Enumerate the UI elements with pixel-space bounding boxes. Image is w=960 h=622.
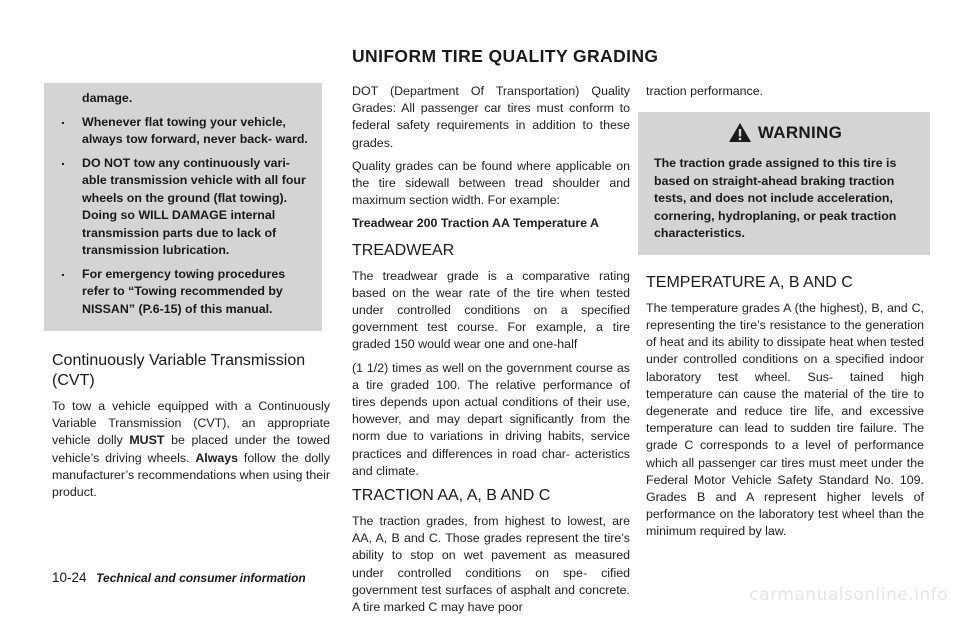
page-footer xyxy=(52,570,306,585)
warning-continuation-box xyxy=(44,83,322,331)
warning-list xyxy=(54,90,312,318)
grade-example: Treadwear 200 Traction AA Temperature A xyxy=(352,216,599,231)
warning-box xyxy=(638,112,930,255)
warning-header xyxy=(654,122,916,143)
cvt-heading: Continuously Variable Transmission (CVT) xyxy=(52,352,306,389)
cvt-paragraph: To tow a vehicle equipped with a Continuously Variable Transmission (CVT), an appropriate vehicle dolly MUST be placed under the towed vehicle’s driving wheels. Always follow the dolly manufacturer’s recommendations when using their product. xyxy=(52,399,330,500)
traction-heading: TRACTION AA, A, B AND C xyxy=(352,487,551,505)
warning-item: . For emergency towing procedures refer to “Towing recommended by NISSAN” (P.6-15) of this manual. xyxy=(54,266,312,319)
warning-item: . DO NOT tow any continuously vari- able transmission vehicle with all four wheels on the ground (flat towing). Doing so WILL DAMAGE internal transmission parts due to lack of transmission lubrication. xyxy=(54,155,312,260)
treadwear-paragraph: (1 1/2) times as well on the government course as a tire graded 100. The relative performance of tires depends upon actual conditions of their use, however, and may depart significantly from the norm due to variations in driving habits, service practices and differences in road char- acteristics and climate. xyxy=(352,360,630,478)
warning-text: The traction grade assigned to this tire is based on straight-ahead braking traction tests, and does not include acceleration, cornering, hydroplaning, or peak traction characteristics. xyxy=(654,156,897,241)
page-title: UNIFORM TIRE QUALITY GRADING xyxy=(352,46,659,66)
traction-paragraph: The traction grades, from highest to lowest, are AA, A, B and C. Those grades represent the tire’s ability to stop on wet pavement as measured under controlled conditions on spe- cified government test surfaces of asphalt and concrete. A tire marked C may have poor xyxy=(352,514,630,615)
temperature-paragraph: The temperature grades A (the highest), B, and C, representing the tire’s resistance to the generation of heat and its ability to dissipate heat when tested under controlled conditions on a specified indoor laboratory test wheel. Sus- tained high temperature can cause the material of the tire to degenerate and reduce tire life, and excessive temperature can lead to sudden tire failure. The grade C corresponds to a level of performance which all passenger car tires must meet under the Federal Motor Vehicle Safety Standard No. 109. Grades B and A represent higher levels of performance on the laboratory test wheel than the minimum required by law. xyxy=(646,300,924,539)
column-right xyxy=(646,83,924,547)
temperature-heading: TEMPERATURE A, B AND C xyxy=(646,273,853,291)
section-name: Technical and consumer information xyxy=(96,571,306,585)
warning-title: WARNING xyxy=(757,122,843,142)
page-number: 10-24 xyxy=(52,570,87,585)
column-middle xyxy=(352,83,630,622)
intro-paragraph: Quality grades can be found where applicable on the tire sidewall between tread shoulder and maximum section width. For example: xyxy=(352,158,630,208)
treadwear-heading: TREADWEAR xyxy=(352,241,455,259)
treadwear-paragraph: The treadwear grade is a comparative rating based on the wear rate of the tire when tested under controlled conditions on a specified government test course. For example, a tire graded 150 would wear one and one-half xyxy=(352,268,630,352)
watermark: carmanualsonline.info xyxy=(749,585,948,605)
continuation-text: traction performance. xyxy=(646,84,764,98)
warning-triangle-icon xyxy=(728,122,752,143)
warning-item: damage. xyxy=(82,91,133,105)
intro-paragraph: DOT (Department Of Transportation) Quality Grades: All passenger car tires must conform to federal safety requirements in addition to these grades. xyxy=(352,84,630,150)
column-left xyxy=(52,83,330,507)
warning-item: . Whenever flat towing your vehicle, always tow forward, never back- ward. xyxy=(54,114,312,149)
